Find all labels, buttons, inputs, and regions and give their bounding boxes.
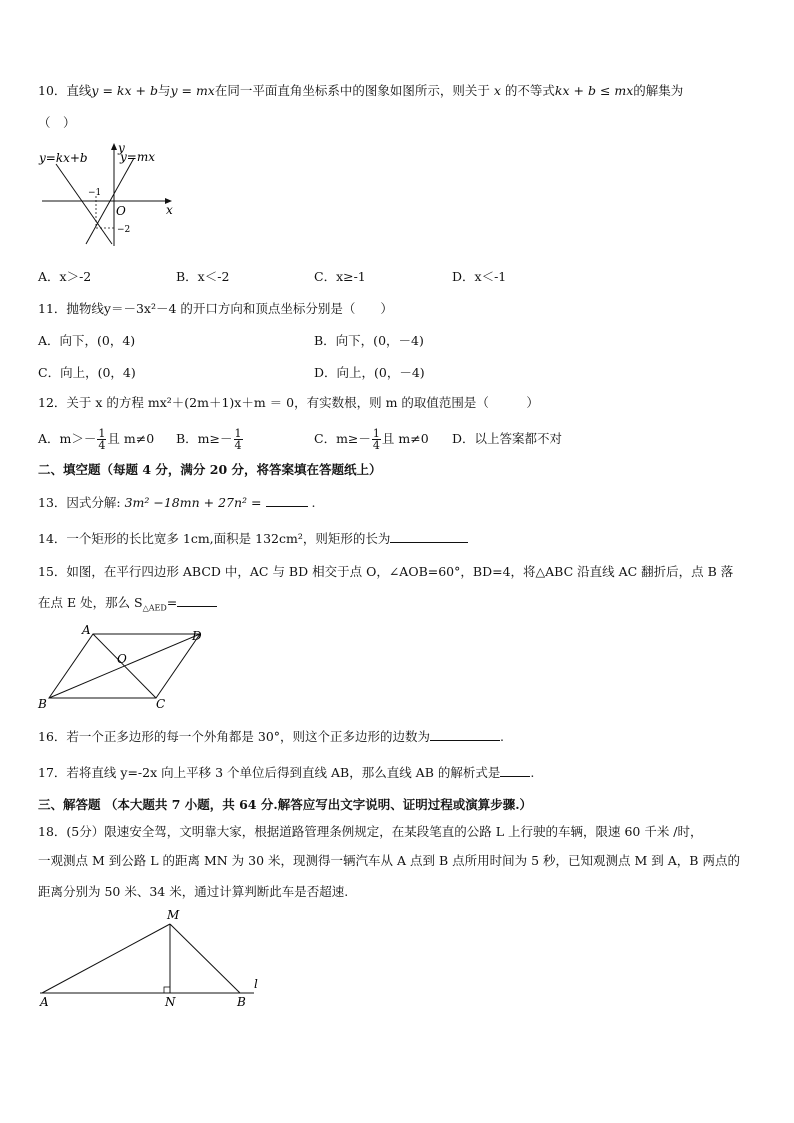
q15-line-2 <box>38 594 217 618</box>
q17-text: 17．若将直线 y=-2x 向上平移 3 个单位后得到直线 AB，那么直线 AB 的解析式是 <box>38 765 501 780</box>
q10-variable: x <box>493 83 501 98</box>
label-tick-x: −1 <box>88 188 102 198</box>
q11-option-d[interactable]: D．向上，(0，－4) <box>314 365 425 380</box>
q12-stem: 12．关于 x 的方程 mx²＋(2m＋1)x＋m ＝ 0，有实数根，则 m 的取值范围是（ ） <box>38 395 539 410</box>
fraction-numerator: 1 <box>98 427 106 440</box>
label-tick-y: −2 <box>117 225 131 235</box>
right-angle-marker <box>164 987 170 993</box>
q13-answer-blank[interactable] <box>266 494 308 507</box>
q18-triangle-figure <box>36 904 276 1014</box>
q10-paren: （ ） <box>38 115 76 130</box>
label-line-kx-b: y=kx+b <box>39 151 88 165</box>
fraction-denominator: 4 <box>98 439 106 452</box>
q14-text: 14．一个矩形的长比宽多 1cm,面积是 132cm²，则矩形的长为 <box>38 531 391 546</box>
q10-graph <box>36 140 186 250</box>
q15-equals: = <box>166 595 178 610</box>
q10-text-2: 与 <box>157 83 171 98</box>
fraction-numerator: 1 <box>372 427 380 440</box>
section-3-heading: 三、解答题 （本大题共 7 小题，共 64 分.解答应写出文字说明、证明过程或演算步骤.） <box>38 797 533 812</box>
y-axis-arrow-icon <box>111 143 117 150</box>
q18-line-1: 18．(5分）限速安全驾，文明靠大家，根据道路管理条例规定，在某段笔直的公路 L 上行驶的车辆，限速 60 千米 /时， <box>38 824 703 839</box>
q13-expression: 3m² −18mn + 27n² = <box>124 495 262 510</box>
q14-stem <box>38 530 468 548</box>
q11-option-c[interactable]: C．向上，(0，4) <box>38 365 136 380</box>
q12-option-c-prefix: C．m≥－ <box>314 431 371 446</box>
q10-text-1: 直线 <box>66 83 92 98</box>
q13-stem <box>38 494 315 512</box>
point-b-label: B <box>237 995 246 1009</box>
q11-option-b[interactable]: B．向下，(0，－4) <box>314 333 424 348</box>
q15-line-1: 15．如图，在平行四边形 ABCD 中，AC 与 BD 相交于点 O，∠AOB=60°，BD=4，将△ABC 沿直线 AC 翻折后，点 B 落 <box>38 564 734 579</box>
q15-answer-blank[interactable] <box>177 594 217 607</box>
q12-option-d[interactable]: D．以上答案都不对 <box>452 431 563 446</box>
segment-am <box>42 924 170 993</box>
q10-inequality: kx + b ≤ mx <box>554 83 634 98</box>
fraction-numerator: 1 <box>234 427 242 440</box>
q16-text: 16．若一个正多边形的每一个外角都是 30°，则这个正多边形的边数为 <box>38 729 431 744</box>
fraction <box>234 428 243 451</box>
q15-subscript: △AED <box>142 603 167 613</box>
q12-option-a-prefix: A．m＞－ <box>38 431 97 446</box>
q10-option-d[interactable]: D．x＜-1 <box>452 269 507 284</box>
label-axis-x: x <box>166 203 173 217</box>
q10-stem <box>38 82 683 100</box>
vertex-d-label: D <box>192 629 202 643</box>
q11-option-a[interactable]: A．向下，(0，4) <box>38 333 136 348</box>
section-2-heading: 二、填空题（每题 4 分，满分 20 分，将答案填在答题纸上） <box>38 462 382 477</box>
q10-option-c[interactable]: C．x≥-1 <box>314 269 366 284</box>
diagonal-bd <box>49 634 200 698</box>
line-l-label: l <box>254 977 258 991</box>
q16-answer-blank[interactable] <box>430 728 500 741</box>
q10-equation-1: y = kx + b <box>91 83 158 98</box>
label-origin: O <box>116 204 126 218</box>
q17-period: . <box>530 765 535 780</box>
q12-option-b-prefix: B．m≥－ <box>176 431 233 446</box>
label-axis-y: y <box>118 141 125 155</box>
vertex-b-label: B <box>38 697 47 711</box>
q10-text-5: 的解集为 <box>633 83 684 98</box>
q11-stem: 11．抛物线y＝－3x²－4 的开口方向和顶点坐标分别是（ ） <box>38 301 393 316</box>
center-o-label: O <box>117 652 127 666</box>
fraction-denominator: 4 <box>234 439 242 452</box>
q13-period: . <box>311 495 316 510</box>
q16-period: . <box>500 729 505 744</box>
q10-option-b[interactable]: B．x＜-2 <box>176 269 230 284</box>
point-m-label: M <box>167 908 180 922</box>
q17-stem <box>38 764 534 782</box>
fraction-denominator: 4 <box>372 439 380 452</box>
q12-option-a-suffix: 且 m≠0 <box>107 431 155 446</box>
question-number: 10． <box>38 83 67 98</box>
q15-parallelogram-figure <box>36 622 216 712</box>
vertex-c-label: C <box>156 697 166 711</box>
q17-answer-blank[interactable] <box>500 764 530 777</box>
q18-line-3: 距离分别为 50 米、34 米，通过计算判断此车是否超速. <box>38 884 349 899</box>
q18-line-2: 一观测点 M 到公路 L 的距离 MN 为 30 米，现测得一辆汽车从 A 点到 B 点所用时间为 5 秒，已知观测点 M 到 A，B 两点的 <box>38 853 740 868</box>
q16-stem <box>38 728 504 746</box>
q14-answer-blank[interactable] <box>390 530 468 543</box>
q12-option-a[interactable] <box>38 424 154 454</box>
q12-option-c-suffix: 且 m≠0 <box>381 431 429 446</box>
q10-text-3: 在同一平面直角坐标系中的图象如图所示，则关于 <box>214 83 490 98</box>
q13-prefix: 13．因式分解: <box>38 495 125 510</box>
segment-mb <box>170 924 240 993</box>
point-a-label: A <box>40 995 49 1009</box>
q10-option-a[interactable]: A．x＞-2 <box>38 269 92 284</box>
label-line-mx: y=mx <box>120 150 155 164</box>
q10-equation-2: y = mx <box>170 83 215 98</box>
q15-text: 在点 E 处，那么 S <box>38 595 143 610</box>
fraction <box>372 428 381 451</box>
line-kx-b <box>56 164 112 244</box>
point-n-label: N <box>165 995 176 1009</box>
q12-option-b[interactable] <box>176 424 244 454</box>
q10-text-4: 的不等式 <box>504 83 555 98</box>
fraction <box>97 428 106 451</box>
q12-option-c[interactable] <box>314 424 429 454</box>
vertex-a-label: A <box>82 623 91 637</box>
